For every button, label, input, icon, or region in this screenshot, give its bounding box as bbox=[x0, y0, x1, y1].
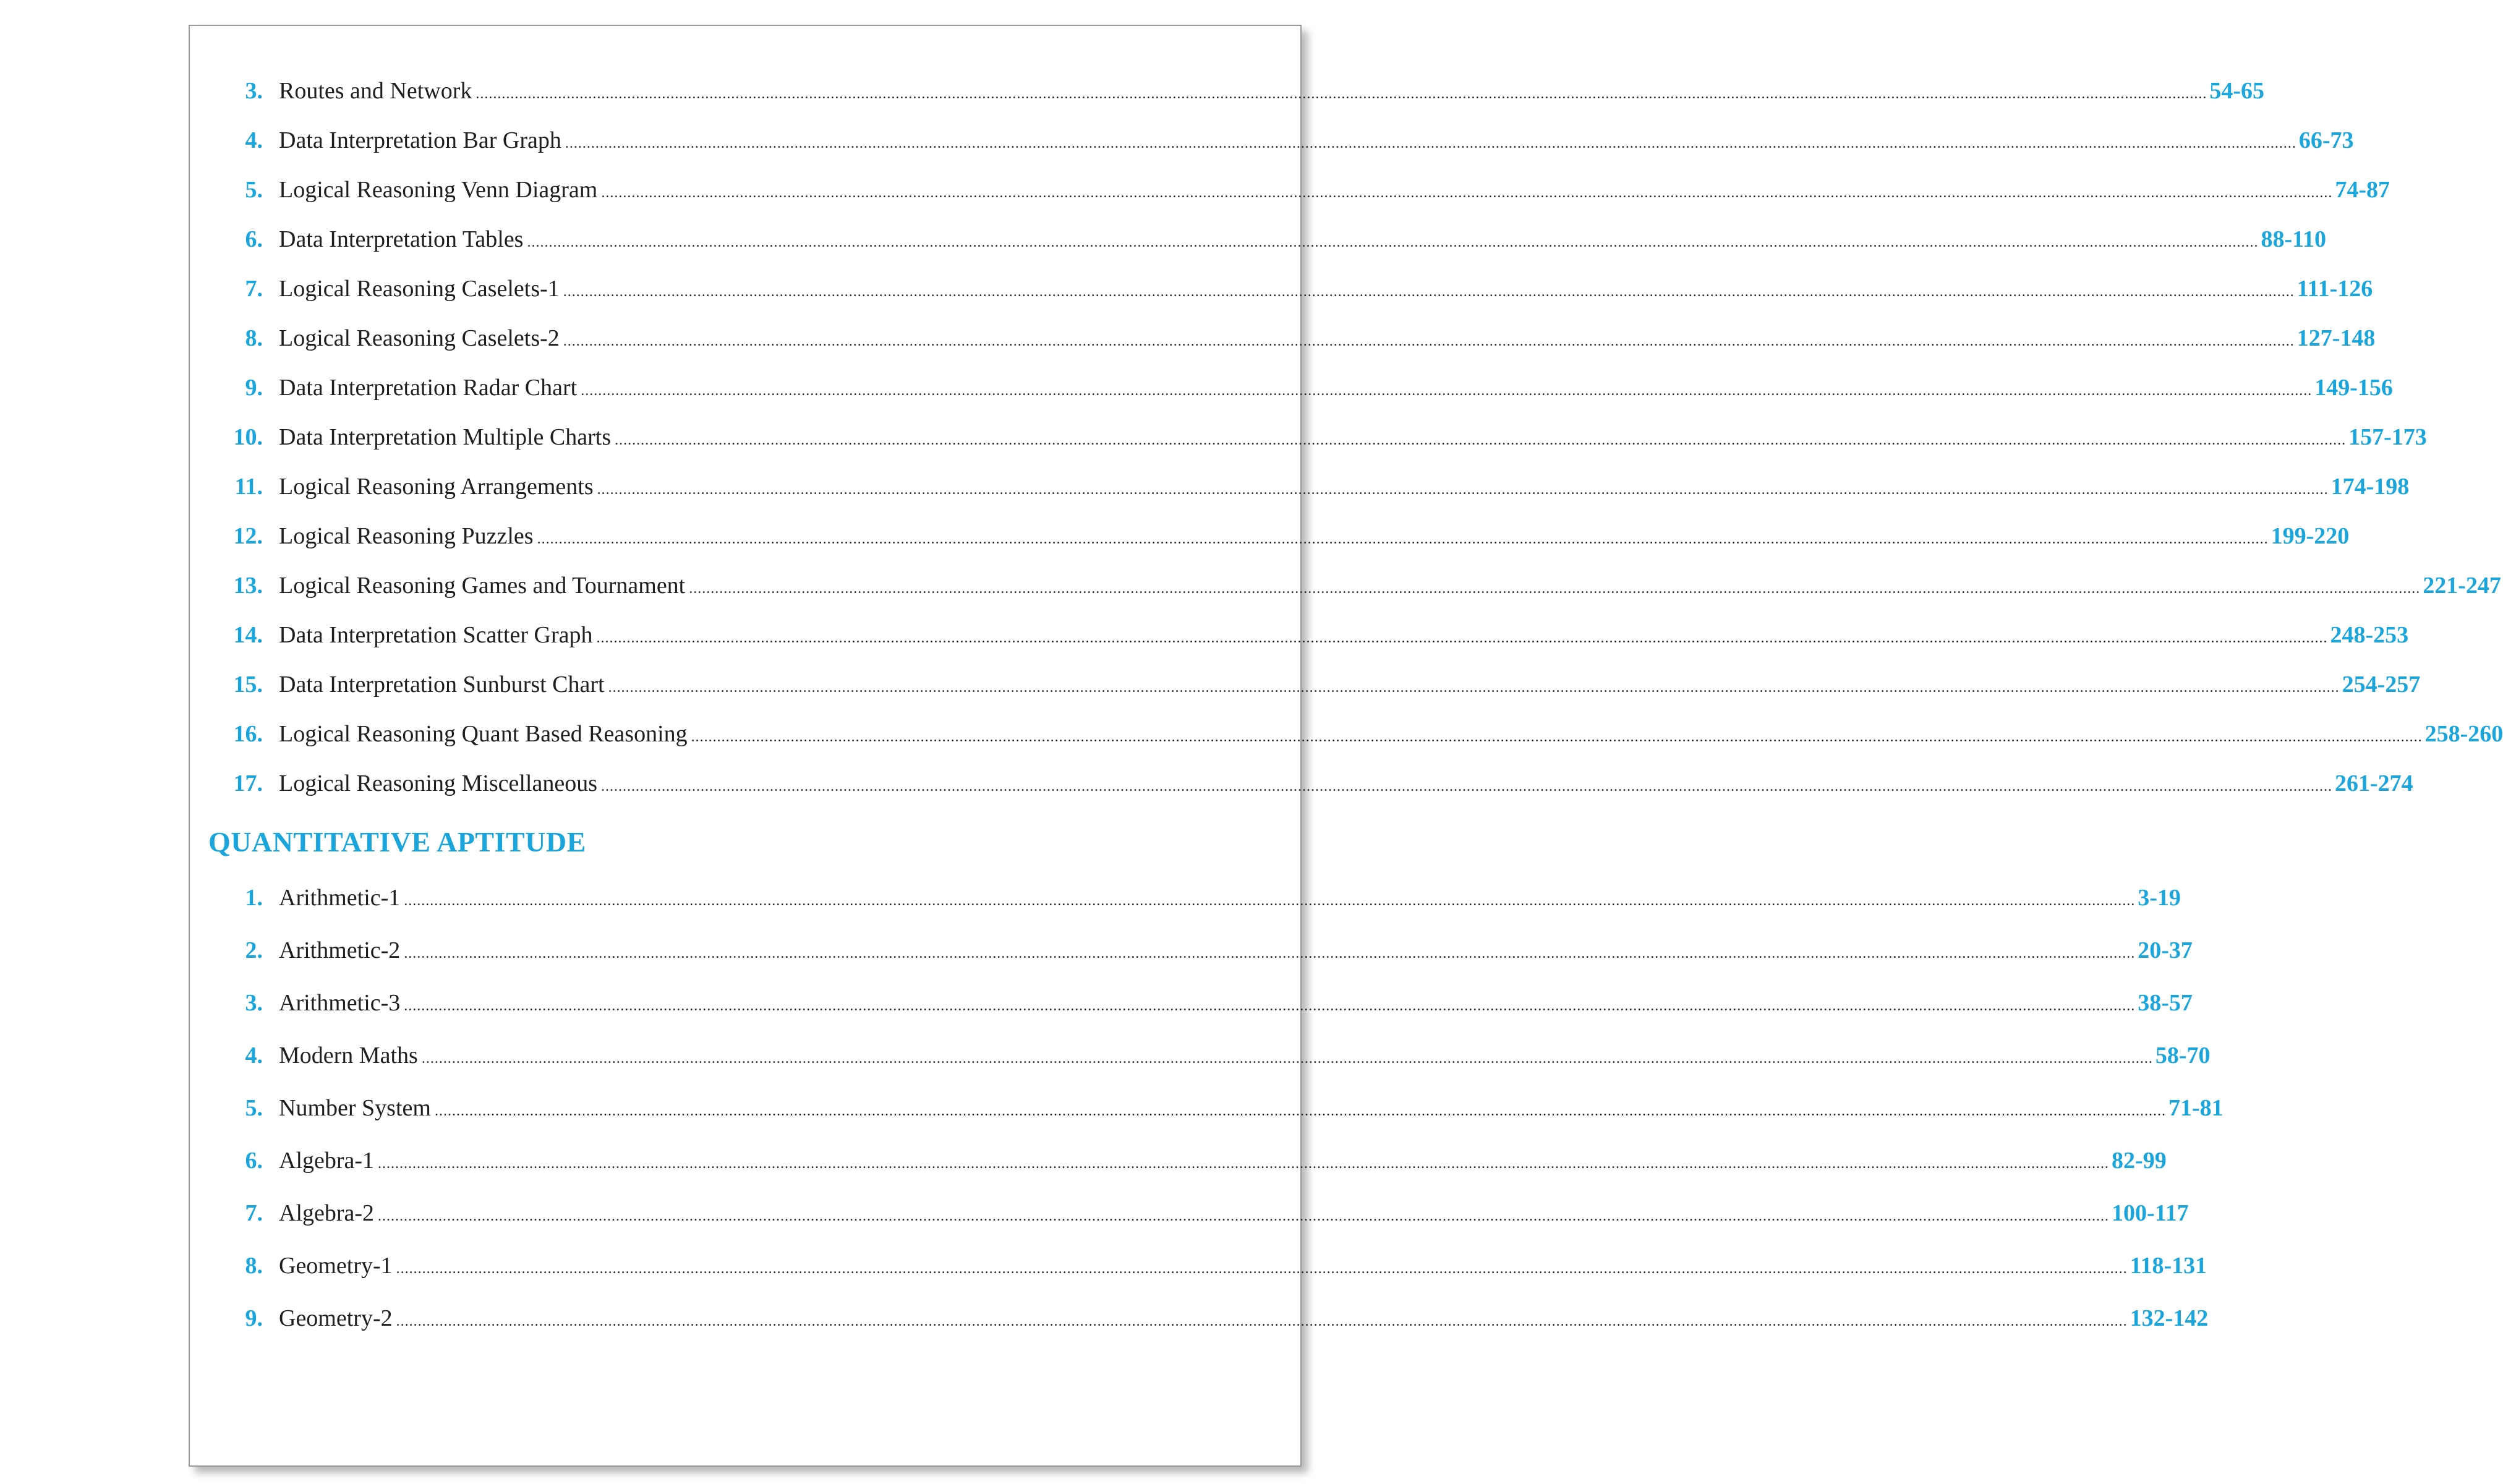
entry-title: Logical Reasoning Quant Based Reasoning bbox=[279, 721, 688, 747]
entry-title: Arithmetic-3 bbox=[279, 990, 401, 1016]
entry-number: 7. bbox=[245, 276, 263, 302]
toc-entry[interactable] bbox=[190, 567, 2501, 604]
dot-leader: ................................................................................................................................................................................................................................................................................................................................................................................................................ bbox=[608, 680, 2340, 696]
toc-entry[interactable] bbox=[190, 1037, 2211, 1074]
dot-leader: ................................................................................................................................................................................................................................................................................................................................................................................................................ bbox=[378, 1156, 2110, 1172]
entry-pages: 111-126 bbox=[2296, 276, 2373, 302]
toc-entry[interactable] bbox=[190, 221, 2327, 258]
entry-number: 4. bbox=[245, 1043, 263, 1068]
entry-pages: 100-117 bbox=[2112, 1200, 2189, 1226]
entry-pages: 248-253 bbox=[2330, 622, 2409, 648]
entry-pages: 38-57 bbox=[2138, 990, 2193, 1016]
entry-title: Geometry-1 bbox=[279, 1253, 393, 1279]
entry-title: Data Interpretation Bar Graph bbox=[279, 127, 561, 153]
entry-number: 3. bbox=[245, 990, 263, 1016]
entry-pages: 74-87 bbox=[2335, 177, 2390, 203]
entry-pages: 3-19 bbox=[2138, 885, 2181, 911]
entry-pages: 258-260 bbox=[2424, 721, 2503, 747]
dot-leader: ................................................................................................................................................................................................................................................................................................................................................................................................................ bbox=[527, 234, 2259, 250]
entry-number: 6. bbox=[245, 1148, 263, 1174]
entry-title: Routes and Network bbox=[279, 78, 472, 104]
entry-number: 8. bbox=[245, 325, 263, 351]
toc-entry[interactable] bbox=[190, 1142, 2167, 1179]
dot-leader: ................................................................................................................................................................................................................................................................................................................................................................................................................ bbox=[597, 482, 2329, 498]
entry-title: Number System bbox=[279, 1095, 431, 1121]
toc-entry[interactable] bbox=[190, 1090, 2224, 1127]
toc-entry[interactable] bbox=[190, 932, 2193, 969]
toc-entry[interactable] bbox=[190, 72, 2265, 109]
dot-leader: ................................................................................................................................................................................................................................................................................................................................................................................................................ bbox=[537, 531, 2269, 547]
entry-title: Algebra-2 bbox=[279, 1200, 375, 1226]
dot-leader: ................................................................................................................................................................................................................................................................................................................................................................................................................ bbox=[601, 185, 2333, 201]
entry-number: 13. bbox=[233, 573, 263, 599]
dot-leader: ................................................................................................................................................................................................................................................................................................................................................................................................................ bbox=[596, 630, 2328, 646]
toc-entry[interactable] bbox=[190, 879, 2181, 916]
entry-title: Data Interpretation Sunburst Chart bbox=[279, 672, 605, 697]
dot-leader: ................................................................................................................................................................................................................................................................................................................................................................................................................ bbox=[396, 1261, 2128, 1277]
entry-number: 12. bbox=[233, 523, 263, 549]
entry-number: 3. bbox=[245, 78, 263, 104]
toc-entry[interactable] bbox=[190, 468, 2410, 505]
toc-entry[interactable] bbox=[190, 419, 2427, 456]
entry-number: 16. bbox=[233, 721, 263, 747]
entry-number: 1. bbox=[245, 885, 263, 911]
dot-leader: ................................................................................................................................................................................................................................................................................................................................................................................................................ bbox=[565, 135, 2296, 151]
dot-leader: ................................................................................................................................................................................................................................................................................................................................................................................................................ bbox=[396, 1313, 2128, 1329]
toc-entry[interactable] bbox=[190, 715, 2503, 753]
entry-number: 14. bbox=[233, 622, 263, 648]
entry-title: Arithmetic-2 bbox=[279, 937, 401, 963]
toc-page bbox=[189, 25, 2503, 1467]
entry-title: Logical Reasoning Venn Diagram bbox=[279, 177, 598, 203]
entry-number: 5. bbox=[245, 1095, 263, 1121]
toc-entry[interactable] bbox=[190, 765, 2413, 802]
dot-leader: ................................................................................................................................................................................................................................................................................................................................................................................................................ bbox=[404, 945, 2136, 962]
entry-number: 11. bbox=[234, 474, 263, 500]
entry-pages: 221-247 bbox=[2423, 573, 2501, 599]
entry-pages: 71-81 bbox=[2168, 1095, 2224, 1121]
toc-entry[interactable] bbox=[190, 518, 2350, 555]
entry-pages: 118-131 bbox=[2130, 1253, 2207, 1279]
entry-title: Algebra-1 bbox=[279, 1148, 375, 1174]
entry-number: 8. bbox=[245, 1253, 263, 1279]
toc-entry[interactable] bbox=[190, 616, 2409, 654]
entry-pages: 20-37 bbox=[2138, 937, 2193, 963]
toc-entry[interactable] bbox=[190, 984, 2193, 1021]
entry-number: 4. bbox=[245, 127, 263, 153]
entry-title: Logical Reasoning Caselets-2 bbox=[279, 325, 560, 351]
entry-number: 15. bbox=[233, 672, 263, 697]
section-heading-quantitative-aptitude: QUANTITATIVE APTITUDE bbox=[208, 826, 586, 858]
entry-pages: 157-173 bbox=[2348, 424, 2427, 450]
entry-title: Logical Reasoning Caselets-1 bbox=[279, 276, 560, 302]
dot-leader: ................................................................................................................................................................................................................................................................................................................................................................................................................ bbox=[378, 1208, 2110, 1224]
entry-pages: 54-65 bbox=[2209, 78, 2265, 104]
entry-pages: 66-73 bbox=[2298, 127, 2354, 153]
toc-entry[interactable] bbox=[190, 369, 2393, 406]
entry-title: Data Interpretation Scatter Graph bbox=[279, 622, 593, 648]
entry-title: Logical Reasoning Miscellaneous bbox=[279, 770, 597, 796]
entry-pages: 132-142 bbox=[2130, 1305, 2209, 1331]
entry-title: Logical Reasoning Arrangements bbox=[279, 474, 594, 500]
entry-title: Logical Reasoning Puzzles bbox=[279, 523, 534, 549]
dot-leader: ................................................................................................................................................................................................................................................................................................................................................................................................................ bbox=[563, 333, 2295, 349]
dot-leader: ................................................................................................................................................................................................................................................................................................................................................................................................................ bbox=[563, 284, 2295, 300]
entry-title: Logical Reasoning Games and Tournament bbox=[279, 573, 686, 599]
entry-title: Data Interpretation Tables bbox=[279, 226, 524, 252]
entry-pages: 149-156 bbox=[2314, 375, 2393, 401]
entry-pages: 127-148 bbox=[2296, 325, 2376, 351]
entry-number: 2. bbox=[245, 937, 263, 963]
entry-title: Geometry-2 bbox=[279, 1305, 393, 1331]
entry-title: Data Interpretation Radar Chart bbox=[279, 375, 578, 401]
entry-number: 6. bbox=[245, 226, 263, 252]
entry-number: 9. bbox=[245, 375, 263, 401]
toc-entry[interactable] bbox=[190, 666, 2421, 703]
entry-pages: 254-257 bbox=[2342, 672, 2421, 697]
dot-leader: ................................................................................................................................................................................................................................................................................................................................................................................................................ bbox=[404, 893, 2136, 909]
entry-pages: 82-99 bbox=[2112, 1148, 2167, 1174]
dot-leader: ................................................................................................................................................................................................................................................................................................................................................................................................................ bbox=[615, 432, 2347, 448]
entry-number: 9. bbox=[245, 1305, 263, 1331]
dot-leader: ................................................................................................................................................................................................................................................................................................................................................................................................................ bbox=[434, 1103, 2166, 1119]
entry-title: Arithmetic-1 bbox=[279, 885, 401, 911]
entry-pages: 174-198 bbox=[2330, 474, 2410, 500]
dot-leader: ................................................................................................................................................................................................................................................................................................................................................................................................................ bbox=[581, 383, 2313, 399]
entry-pages: 199-220 bbox=[2271, 523, 2350, 549]
dot-leader: ................................................................................................................................................................................................................................................................................................................................................................................................................ bbox=[601, 778, 2332, 795]
toc-entry[interactable] bbox=[190, 270, 2373, 307]
entry-pages: 88-110 bbox=[2261, 226, 2327, 252]
entry-pages: 58-70 bbox=[2155, 1043, 2211, 1068]
toc-entry[interactable] bbox=[190, 122, 2354, 159]
entry-number: 10. bbox=[233, 424, 263, 450]
dot-leader: ................................................................................................................................................................................................................................................................................................................................................................................................................ bbox=[475, 86, 2207, 102]
entry-number: 5. bbox=[245, 177, 263, 203]
entry-title: Modern Maths bbox=[279, 1043, 418, 1068]
dot-leader: ................................................................................................................................................................................................................................................................................................................................................................................................................ bbox=[691, 729, 2423, 745]
toc-entry[interactable] bbox=[190, 1300, 2209, 1337]
entry-pages: 261-274 bbox=[2335, 770, 2413, 796]
entry-title: Data Interpretation Multiple Charts bbox=[279, 424, 612, 450]
toc-entry[interactable] bbox=[190, 320, 2376, 357]
dot-leader: ................................................................................................................................................................................................................................................................................................................................................................................................................ bbox=[689, 581, 2421, 597]
toc-entry[interactable] bbox=[190, 1247, 2207, 1284]
toc-entry[interactable] bbox=[190, 1195, 2189, 1232]
toc-entry[interactable] bbox=[190, 171, 2390, 208]
entry-number: 17. bbox=[233, 770, 263, 796]
dot-leader: ................................................................................................................................................................................................................................................................................................................................................................................................................ bbox=[404, 998, 2136, 1014]
dot-leader: ................................................................................................................................................................................................................................................................................................................................................................................................................ bbox=[421, 1051, 2153, 1067]
entry-number: 7. bbox=[245, 1200, 263, 1226]
